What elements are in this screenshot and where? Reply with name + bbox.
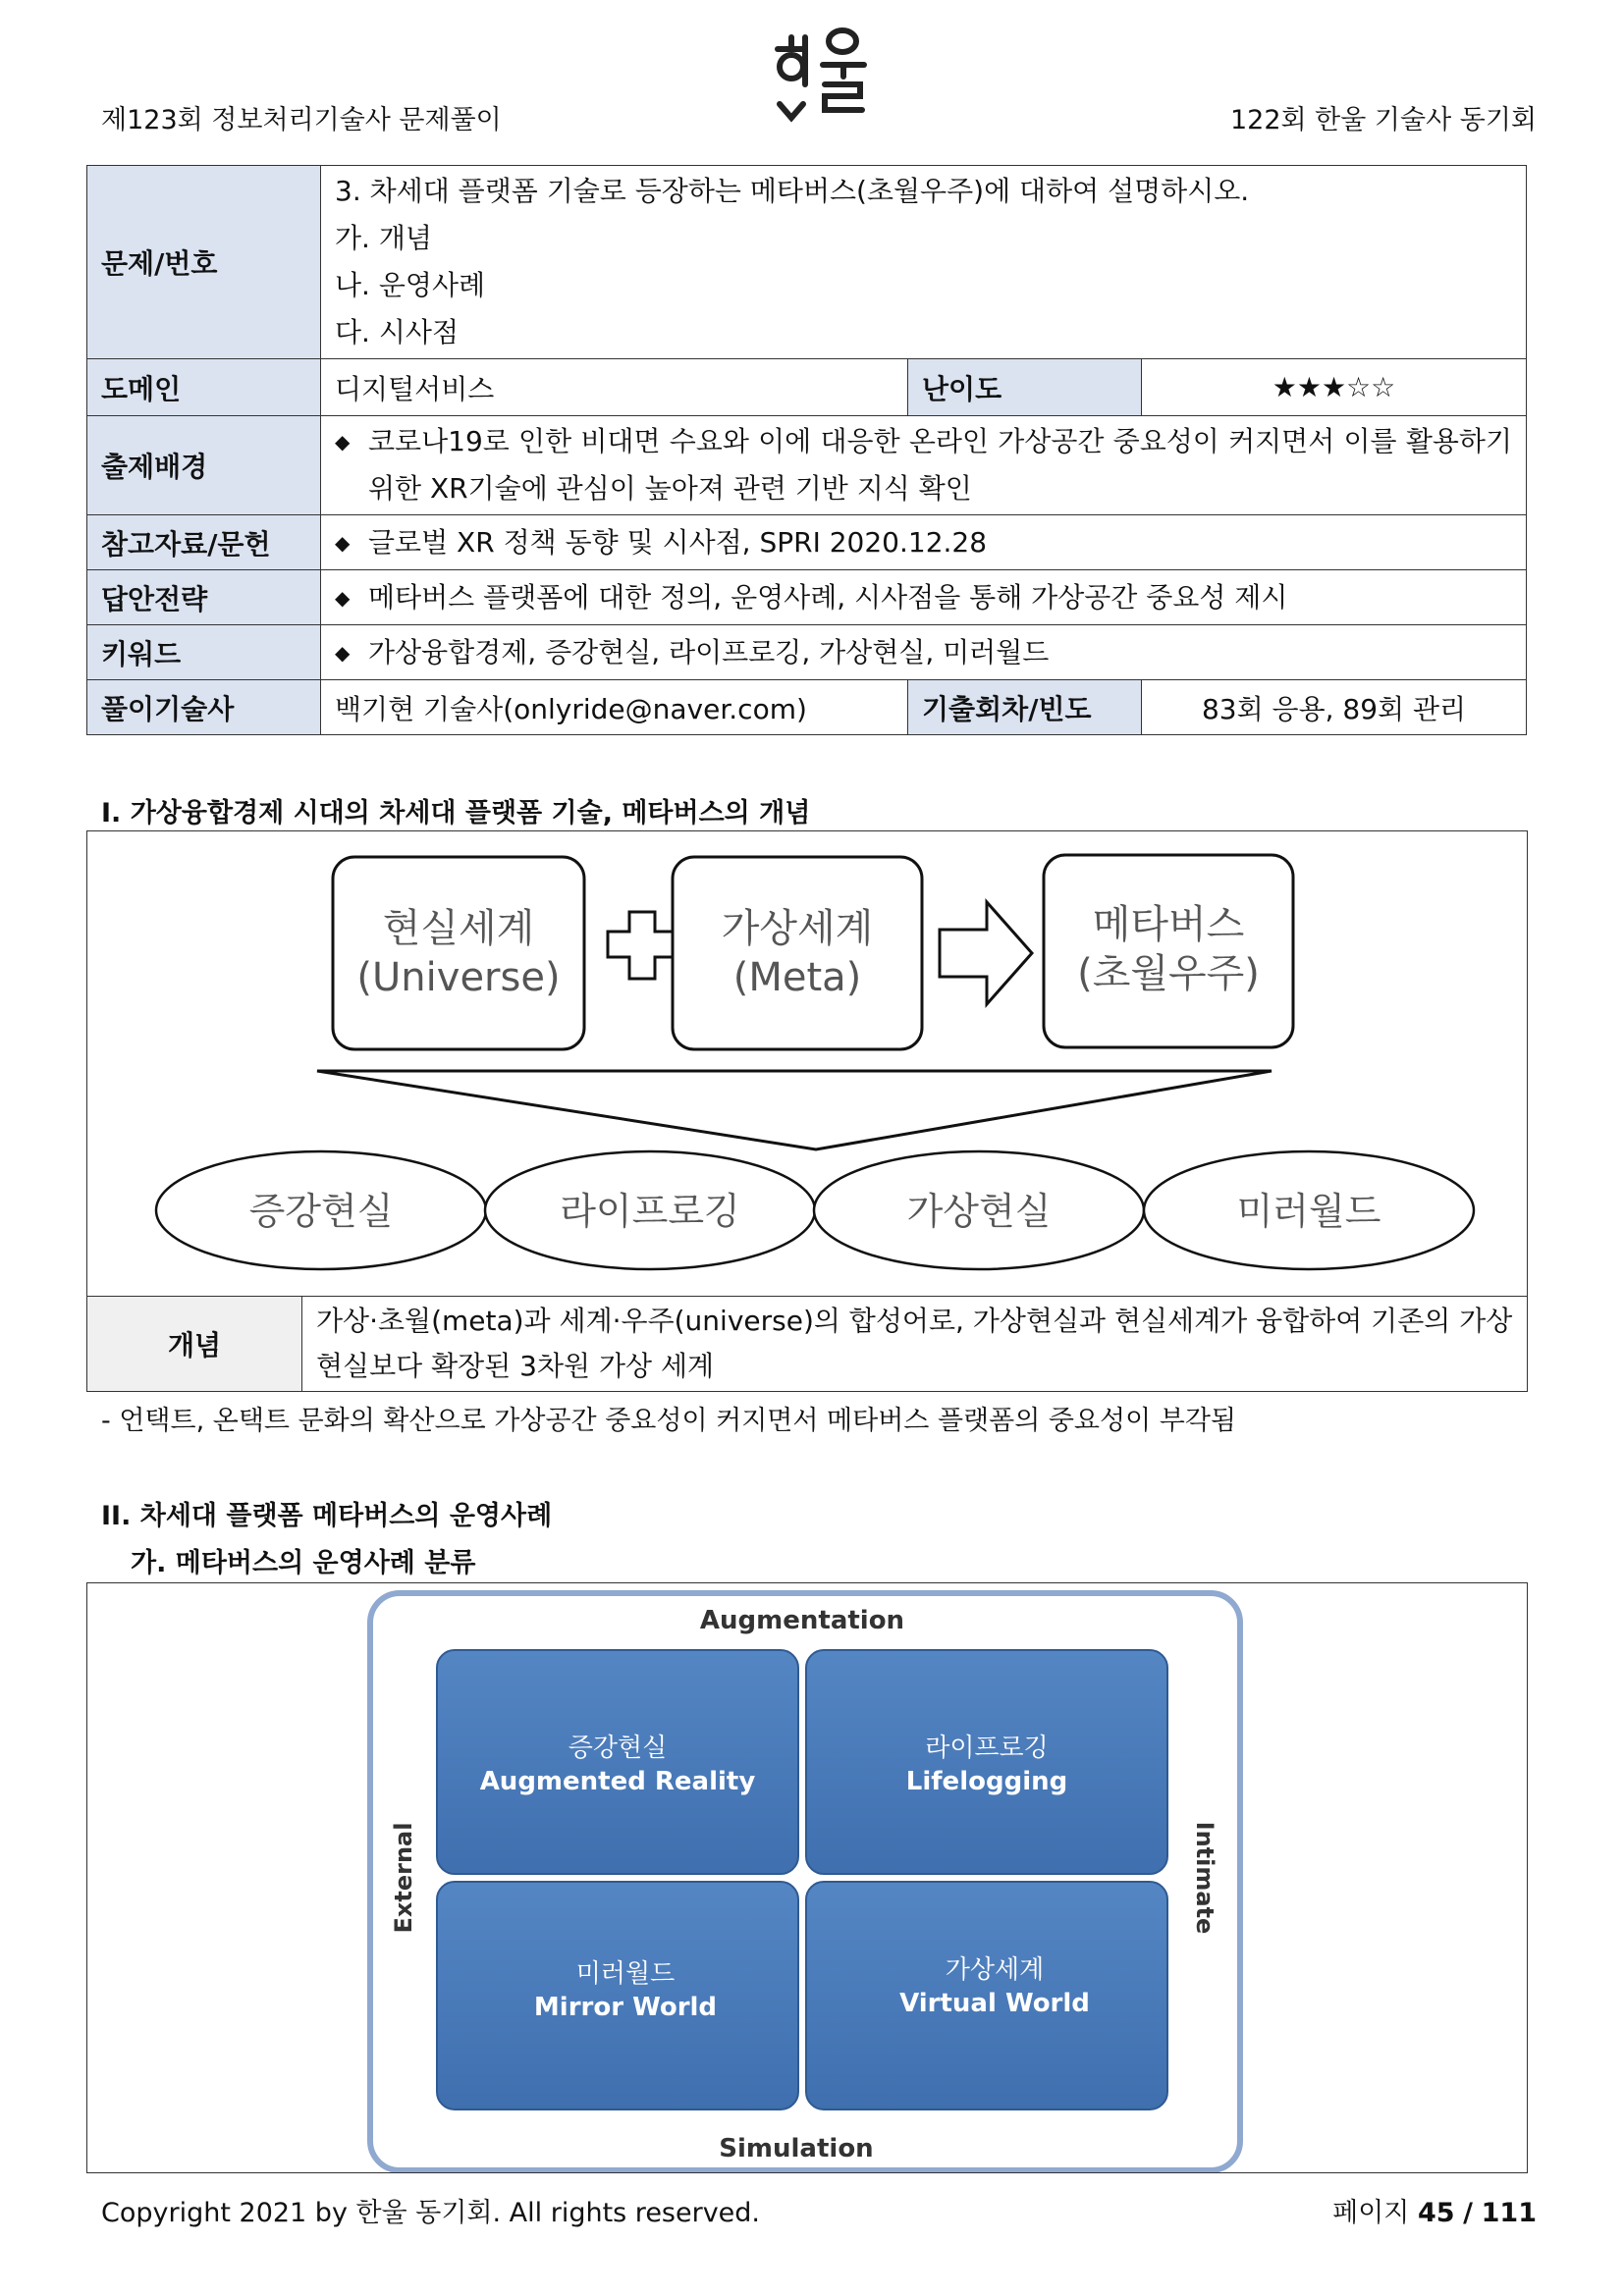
question-info-table [86,165,1527,735]
page-total: 111 [1481,2198,1537,2228]
domain-value: 디지털서비스 [321,359,908,416]
right-arrow-icon [940,902,1032,1004]
concept-label: 개념 [87,1297,302,1391]
quadrant-en-label: Virtual World [899,1989,1090,2018]
real-world-label: 현실세계 [382,906,535,951]
quadrant-en-label: Lifelogging [905,1767,1068,1796]
footer-page-number [1332,2191,1537,2229]
strategy-cell [321,570,1527,625]
bullet-icon: ◆ [335,530,351,555]
virtual-world-label: 가상세계 [721,906,874,951]
quadrant-ko-label: 미러월드 [575,1959,676,1989]
concept-definition-row [86,1296,1528,1392]
bullet-icon: ◆ [335,430,351,454]
section2-subtitle: 가. 메타버스의 운영사례 분류 [131,1548,476,1578]
axis-bottom-label: Simulation [719,2134,874,2163]
question-content [321,166,1527,359]
bullet-icon: ◆ [335,585,351,610]
classification-diagram [87,1583,1527,2172]
question-line: 다. 시사점 [335,316,459,348]
reference-value: 글로벌 XR 정책 동향 및 시사점, SPRI 2020.12.28 [368,525,988,559]
quadrant-ko-label: 라이프로깅 [925,1734,1049,1763]
question-line: 나. 운영사례 [335,269,486,301]
bullet-icon: ◆ [335,640,351,665]
axis-right-label: Intimate [1191,1821,1218,1935]
reference-label: 참고자료/문헌 [87,515,321,570]
question-line: 가. 개념 [335,222,432,254]
background-label: 출제배경 [87,416,321,515]
strategy-label: 답안전략 [87,570,321,625]
real-world-box [333,857,584,1049]
header-left-title: 제123회 정보처리기술사 문제풀이 [101,105,502,135]
metaverse-classification-figure [86,1582,1528,2173]
plus-icon [608,912,677,979]
difficulty-label: 난이도 [908,359,1142,416]
quadrant-ko-label: 가상세계 [945,1955,1045,1985]
metaverse-sub: (초월우주) [1077,951,1260,996]
solver-label: 풀이기술사 [87,680,321,735]
axis-left-label: External [390,1822,417,1934]
ellipse-label: 가상현실 [906,1190,1052,1233]
metaverse-label: 메타버스 [1092,902,1245,947]
hanul-logo [772,27,870,135]
question-label: 문제/번호 [87,166,321,359]
exam-value: 83회 응용, 89회 관리 [1142,680,1527,735]
concept-diagram [87,831,1527,1297]
keyword-label: 키워드 [87,625,321,680]
background-value: 코로나19로 인한 비대면 수요와 이에 대응한 온라인 가상공간 중요성이 커지면서 이를 활용하기 위한 XR기술에 관심이 높아져 관련 기반 지식 확인 [368,425,1513,505]
exam-label: 기출회차/빈도 [908,680,1142,735]
keyword-value: 가상융합경제, 증강현실, 라이프로깅, 가상현실, 미러월드 [368,635,1050,668]
page-separator: / [1463,2198,1474,2228]
quadrant-en-label: Augmented Reality [479,1767,756,1796]
page-current: 45 [1417,2198,1455,2228]
difficulty-stars: ★★★☆☆ [1142,359,1527,416]
real-world-sub: (Universe) [356,955,561,1000]
footer-copyright: Copyright 2021 by 한울 동기회. All rights reserved. [101,2198,761,2228]
virtual-world-sub: (Meta) [732,955,862,1000]
section1-title: I. 가상융합경제 시대의 차세대 플랫폼 기술, 메타버스의 개념 [101,798,811,828]
question-line: 3. 차세대 플랫폼 기술로 등장하는 메타버스(초월우주)에 대하여 설명하시오. [335,175,1250,207]
concept-text: 가상·초월(meta)과 세계·우주(universe)의 합성어로, 가상현실과 현실세계가 융합하여 기존의 가상현실보다 확장된 3차원 가상 세계 [316,1305,1513,1382]
metaverse-concept-figure [86,830,1528,1297]
axis-top-label: Augmentation [699,1606,905,1635]
ellipse-label: 라이프로깅 [560,1190,740,1233]
section2-title: II. 차세대 플랫폼 메타버스의 운영사례 [101,1501,553,1531]
reference-cell [321,515,1527,570]
background-cell [321,416,1527,515]
solver-value: 백기현 기술사(onlyride@naver.com) [321,680,908,735]
header-right-title: 122회 한울 기술사 동기회 [1229,105,1537,135]
concept-note: - 언택트, 온택트 문화의 확산으로 가상공간 중요성이 커지면서 메타버스 플랫폼의 중요성이 부각됨 [101,1406,1237,1436]
ellipse-label: 증강현실 [248,1190,394,1233]
strategy-value: 메타버스 플랫폼에 대한 정의, 운영사례, 시사점을 통해 가상공간 중요성 제시 [368,580,1288,614]
ellipse-label: 미러월드 [1236,1190,1381,1233]
funnel-shape [317,1071,1272,1149]
keyword-cell [321,625,1527,680]
quadrant-ko-label: 증강현실 [568,1734,668,1763]
domain-label: 도메인 [87,359,321,416]
quadrant-en-label: Mirror World [533,1993,718,2022]
page-prefix: 페이지 [1332,2198,1410,2228]
virtual-world-box [673,857,922,1049]
